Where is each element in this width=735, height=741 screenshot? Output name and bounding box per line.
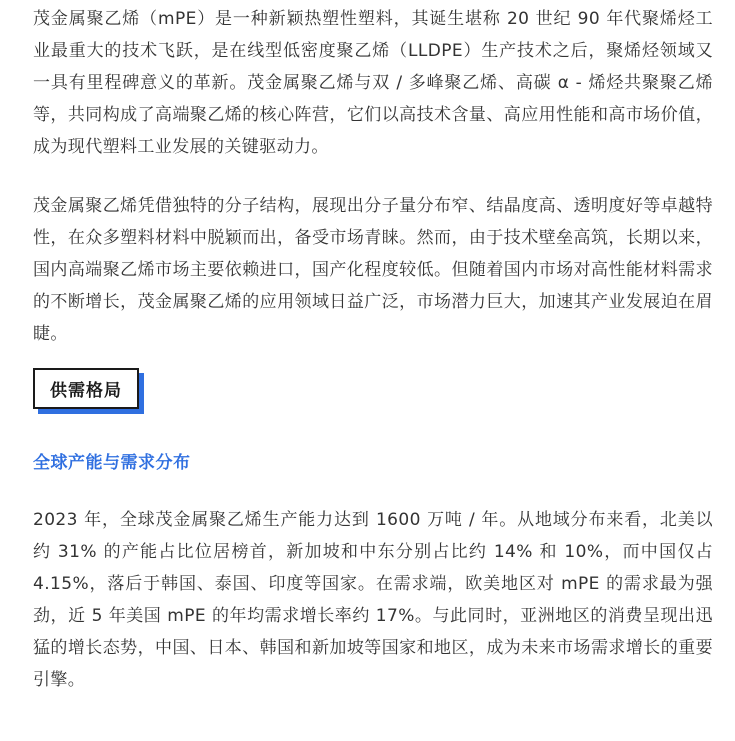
section-title-box — [33, 368, 139, 409]
section-title: 供需格局 — [50, 381, 122, 401]
sub-heading: 全球产能与需求分布 — [33, 453, 191, 473]
capacity-paragraph: 2023 年，全球茂金属聚乙烯生产能力达到 1600 万吨 / 年。从地域分布来看，北美以约 31% 的产能占比位居榜首，新加坡和中东分别占比约 14% 和 10%，而中国仅占 4.15%，落后于韩国、泰国、印度等国家。在需求端，欧美地区对 mPE 的需求最为强劲，近 5 年美国 mPE 的年均需求增长率约 17%。与此同时，亚洲地区的消费呈现出迅猛的增长态势，中国、日本、韩国和新加坡等国家和地区，成为未来市场需求增长的重要引擎。 — [33, 510, 713, 690]
second-paragraph: 茂金属聚乙烯凭借独特的分子结构，展现出分子量分布窄、结晶度高、透明度好等卓越特性，在众多塑料材料中脱颖而出，备受市场青睐。然而，由于技术壁垒高筑，长期以来，国内高端聚乙烯市场主要依赖进口，国产化程度较低。但随着国内市场对高性能材料需求的不断增长，茂金属聚乙烯的应用领域日益广泛，市场潜力巨大，加速其产业发展迫在眉睫。 — [33, 196, 713, 344]
article-body — [33, 0, 713, 696]
intro-paragraph: 茂金属聚乙烯（mPE）是一种新颖热塑性塑料，其诞生堪称 20 世纪 90 年代聚烯烃工业最重大的技术飞跃，是在线型低密度聚乙烯（LLDPE）生产技术之后，聚烯烃领域又一具有里程碑意义的革新。茂金属聚乙烯与双 / 多峰聚乙烯、高碳 α - 烯烃共聚聚乙烯等，共同构成了高端聚乙烯的核心阵营，它们以高技术含量、高应用性能和高市场价值，成为现代塑料工业发展的关键驱动力。 — [33, 9, 713, 157]
